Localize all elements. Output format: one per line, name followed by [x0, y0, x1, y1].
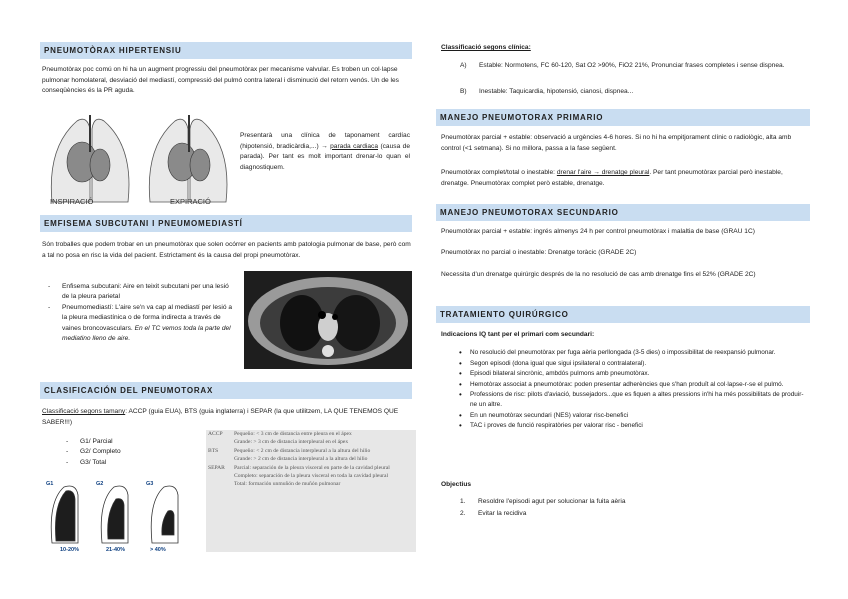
objectius-title: Objectius — [441, 481, 472, 488]
paragraph-clasificacion-tamany — [42, 407, 412, 428]
section-header-emfisema: EMFISEMA SUBCUTANI I PNEUMOMEDIASTÍ — [40, 215, 412, 232]
section-header-pneumotorax-hipertensiu: PNEUMOTÒRAX HIPERTENSIU — [40, 42, 412, 59]
figure-inspiration-expiration — [42, 107, 238, 211]
list-item-g2: - G2/ Completo — [64, 447, 184, 457]
emfisema-list — [46, 282, 236, 344]
label-inspiracio: INSPIRACIÓ — [50, 197, 94, 206]
arrow-icon: → — [321, 142, 328, 150]
guideline-value: Completo: separación de la pleura visceral en toda la cavidad pleural — [234, 473, 389, 480]
guideline-row — [206, 447, 416, 455]
indicacio-item: • En un neumotòrax secundari (NES) valorar risc-benefici — [456, 411, 804, 421]
guideline-key: ACCP — [208, 431, 223, 437]
indicacio-item: • Episodi bilateral sincrònic, ambdós pulmons amb pneumotòrax. — [456, 369, 804, 379]
paragraph-emfisema: Són troballes que podem trobar en un pneumotòrax que solen ocórrer en pacients amb patologia pulmonar de base, però com a tal no posa en risc la vida del pacient. Estrictament és la causa del propi pneumotòrax. — [42, 241, 411, 259]
lung-grades-icon — [44, 481, 194, 555]
paragraph-hipertensiu: Pneumotòrax poc comú on hi ha un augment progressiu del pneumotòrax per mecanisme valvular. Es troben un col·lapse pulmonar homolateral, desviació del mediastí, compressió del pulmó contra lateral i disminució del retorn venós. Un de les conseqüències és la PR aguda. — [42, 66, 399, 95]
clinica-b: Inestable: Taquicardia, hipotensió, cianosi, dispnea... — [479, 88, 634, 95]
text-drenar: (causa de parada). Per tant es molt important drenar-lo quan el diagnostiquem. — [240, 142, 410, 171]
indicacio-item: • No resolució del pneumotòrax per fuga aèria perllongada (3-5 dies) o impossibilitat de reexpansió pulmonar. — [456, 348, 804, 358]
guideline-row — [206, 472, 416, 480]
guideline-key — [206, 480, 234, 488]
text-complet: Pneumotòrax complet/total o inestable: — [441, 169, 557, 176]
paragraph-primario-2 — [441, 168, 805, 189]
objectiu-2-number: 2. — [460, 510, 466, 517]
guideline-value: Total: formación unmuñón de muñón pulmonar — [234, 481, 341, 488]
text-taponament: Presentarà una clínica de taponament cardíac (hipotensió, bradicàrdia,...) — [240, 132, 410, 150]
section-header-manejo-primario: MANEJO PNEUMOTORAX PRIMARIO — [436, 109, 810, 126]
indicacio-item: • Professions de risc: pilots d'aviació, bussejadors...que es fiquen a altes pressions in'hi ha més possibilitats de produir-ne un altre. — [456, 390, 804, 409]
clinica-b-label: B) — [460, 88, 467, 95]
section-header-clasificacion: CLASIFICACIÓN DEL PNEUMOTORAX — [40, 382, 412, 399]
paragraph-taponament — [240, 131, 410, 173]
clinica-a-label: A) — [460, 62, 467, 69]
list-item-pneumomediasti — [46, 303, 236, 345]
text-pneumomediasti: Pneumomediastí: L'aire se'n va cap al mediastí per lesió a la pleura mediastínica o de forma indirecta a través de vaines broncovasculars. — [62, 303, 233, 332]
guideline-value: Pequeño: < 2 cm de distancia interpleural a la altura del hilio — [234, 447, 371, 454]
guideline-key — [206, 455, 234, 463]
clinica-title: Classificació segons clínica: — [441, 44, 531, 51]
indicacions-title: Indicacions IQ tant per el primari com secundari: — [441, 331, 595, 338]
paragraph-secundario-3: Necessita d'un drenatge quirúrgic després de la no resolució de cas amb drenatge fins el 52% (GRADE 2C) — [441, 271, 756, 278]
guideline-row — [206, 480, 416, 488]
text-classificacio-tamany: Classificació segons tamany — [42, 408, 126, 415]
text-tc: En el TC vemos toda la parte del mediatino lleno de aire. — [62, 324, 231, 343]
label-expiracio: EXPIRACIÓ — [170, 197, 211, 206]
section-header-tratamiento: TRATAMIENTO QUIRÚRGICO — [436, 306, 810, 323]
clinica-a: Estable: Normotens, FC 60-120, Sat O2 >90%, FiO2 21%, Pronunciar frases completes i sense dispnea. — [479, 62, 785, 69]
grade-label-g3: G3 — [146, 481, 154, 487]
text-accp-bts-separ: : ACCP (guia EUA), BTS (guia inglaterra) i SEPAR (la que utilitzem, LA QUE TENEMOS QUE SABER!!!) — [42, 408, 399, 426]
objectiu-1: Resoldre l'episodi agut per solucionar la fuita aèria — [478, 498, 626, 505]
guideline-row — [206, 464, 416, 472]
objectiu-1-number: 1. — [460, 498, 466, 505]
indicacio-item: • Segon episodi (dona igual que sigui ipsilateral o contralateral). — [456, 359, 804, 369]
guideline-value: Grande: > 2 cm de distancia interpleural a la altura del hilio — [234, 456, 368, 463]
grade-label-g1: G1 — [46, 481, 54, 487]
grade-list — [64, 437, 184, 468]
indicacio-item: • Hemotòrax associat a pneumotòrax: poden presentar adherències que s'han produït al col·lapse-r-se el pulmó. — [456, 380, 804, 390]
indicacio-item: • TAC i proves de funció respiratòries per valorar risc - benefici — [456, 421, 804, 431]
objectiu-2: Evitar la recidiva — [478, 510, 527, 517]
percent-label-1: 10-20% — [60, 547, 79, 553]
percent-label-2: 21-40% — [106, 547, 125, 553]
list-item-g3: - G3/ Total — [64, 458, 184, 468]
text-drenar-aire: drenar l'aire → drenatge pleural — [556, 169, 650, 176]
percent-label-3: > 40% — [150, 547, 166, 553]
guidelines-table — [206, 430, 416, 552]
ct-chest-icon — [244, 271, 412, 369]
guideline-key — [206, 472, 234, 480]
paragraph-primario-1: Pneumotòrax parcial + estable: observació a urgències 4-6 hores. Si no hi ha empitjorament clínic o radiològic, alta amb control (<1 setmana). Si no millora, passa a la fase següent. — [441, 134, 792, 152]
guideline-row — [206, 455, 416, 463]
guideline-key — [206, 438, 234, 446]
guideline-value: Parcial: separación de la pleura visceral en parte de la cavidad pleural — [234, 464, 390, 471]
guideline-key: SEPAR — [208, 464, 225, 471]
list-item-enfisema: - Enfisema subcutani: Aire en teixit subcutani per una lesió de la pleura parietal — [46, 282, 236, 303]
section-header-manejo-secundario: MANEJO PNEUMOTORAX SECUNDARIO — [436, 204, 810, 221]
lung-diagram-icon — [42, 107, 238, 211]
guideline-row — [206, 438, 416, 446]
text-per-tant: . Per tant pneumotòrax parcial però inestable, drenatge. Pneumotòrax complet però estable, drenatge. — [441, 169, 783, 187]
indicacions-list — [456, 348, 804, 432]
paragraph-secundario-1: Pneumotòrax parcial + estable: ingrés almenys 24 h per control pneumotòrax i malaltia de base (GRAU 1C) — [441, 228, 755, 235]
guideline-value: Pequeño: < 3 cm de distancia entre pleura en el ápex — [234, 431, 352, 437]
paragraph-secundario-2: Pneumotòrax no parcial o inestable: Drenatge toràcic (GRADE 2C) — [441, 249, 637, 256]
guideline-key: BTS — [208, 447, 219, 454]
list-item-g1: - G1/ Parcial — [64, 437, 184, 447]
grade-label-g2: G2 — [96, 481, 104, 487]
guideline-value: Grande: > 3 cm de distancia interpleural en el ápex — [234, 439, 349, 446]
ct-scan-image — [244, 271, 412, 369]
guideline-row — [206, 430, 416, 438]
text-parada: parada cardiaca — [330, 142, 379, 150]
figure-grades — [44, 481, 194, 555]
